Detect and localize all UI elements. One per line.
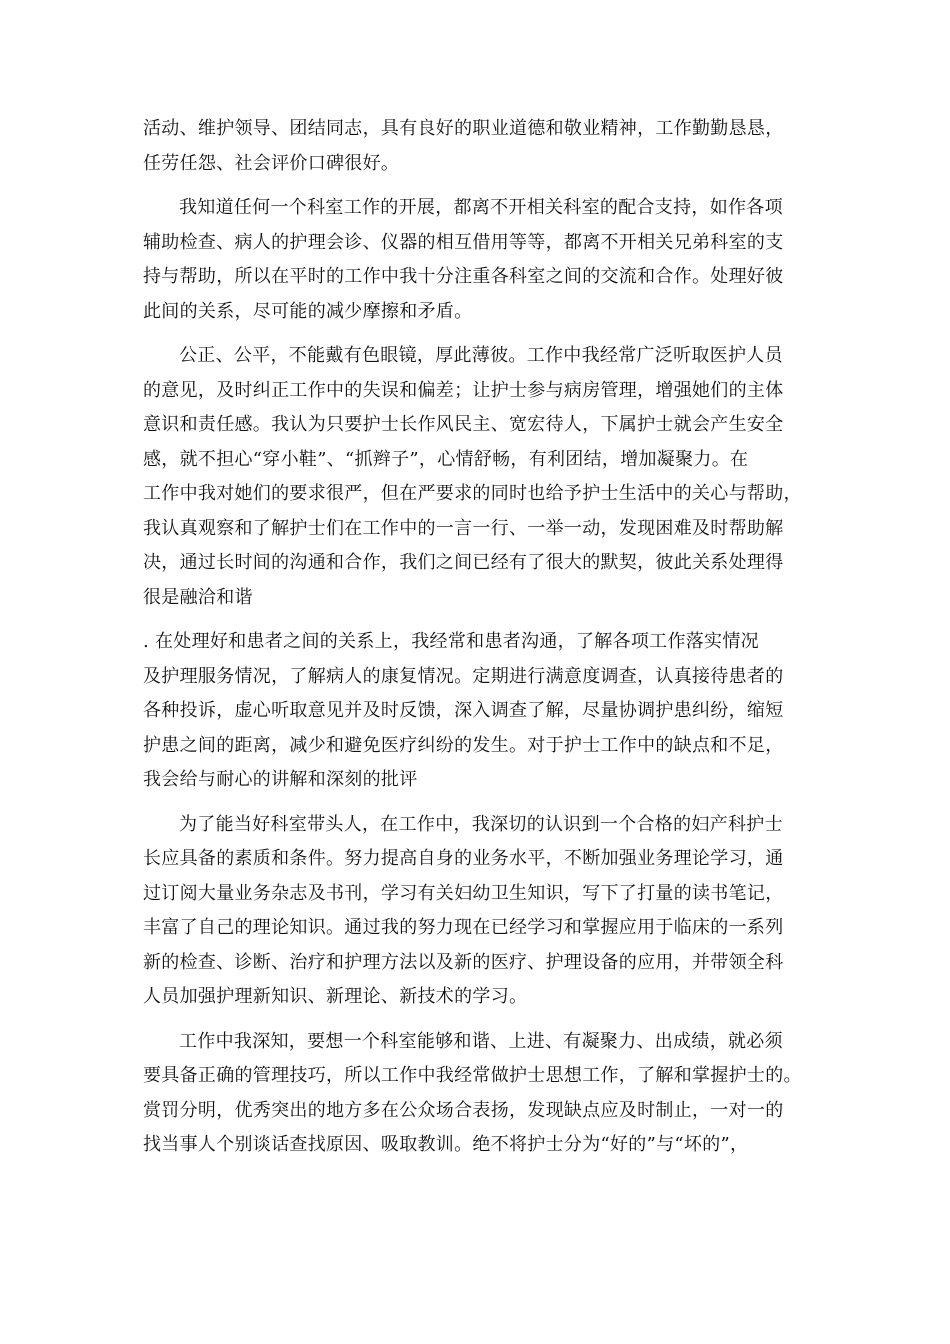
text-line: 丰富了自己的理论知识。通过我的努力现在已经学习和掌握应用于临床的一系列 [143, 917, 784, 938]
text-line: . 在处理好和患者之间的关系上，我经常和患者沟通，了解各项工作落实情况 [143, 631, 759, 652]
text-line: 意识和责任感。我认为只要护士长作风民主、宽宏待人，下属护士就会产生安全 [143, 414, 784, 435]
text-line: 我认真观察和了解护士们在工作中的一言一行、一举一动，发现困难及时帮助解 [143, 517, 784, 539]
text-line: 感，就不担心“穿小鞋”、“抓辫子”，心情舒畅，有利团结，增加凝聚力。在 [143, 448, 749, 470]
text-line: 此间的关系，尽可能的减少摩擦和矛盾。 [143, 300, 473, 322]
text-line: 我知道任何一个科室工作的开展，都离不开相关科室的配合支持，如作各项 [179, 197, 783, 218]
text-line: 为了能当好科室带头人，在工作中，我深切的认识到一个合格的妇产科护士 [179, 813, 783, 835]
text-line: 决，通过长时间的沟通和合作，我们之间已经有了很大的默契，彼此关系处理得 [143, 552, 784, 573]
text-line: 找当事人个别谈话查找原因、吸取教训。绝不将护士分为“好的”与“坏的”， [143, 1134, 749, 1155]
paragraph-5 [143, 808, 843, 1015]
text-line: 很是融洽和谐 [143, 586, 253, 608]
text-line: 活动、维护领导、团结同志，具有良好的职业道德和敬业精神，工作勤勤恳恳， [143, 118, 784, 139]
text-line: 工作中我对她们的要求很严，但在严要求的同时也给予护士生活中的关心与帮助， [143, 483, 802, 504]
paragraph-6 [143, 1025, 843, 1163]
text-line: 我会给与耐心的讲解和深刻的批评 [143, 769, 418, 790]
text-line: 任劳任怨、社会评价口碑很好。 [143, 152, 400, 174]
paragraph-4 [143, 625, 843, 798]
text-line: 各种投诉，虚心听取意见并及时反馈，深入调查了解，尽量协调护患纠纷，缩短 [143, 700, 784, 721]
text-line: 持与帮助，所以在平时的工作中我十分注重各科室之间的交流和合作。处理好彼 [143, 266, 784, 287]
text-line: 公正、公平，不能戴有色眼镜，厚此薄彼。工作中我经常广泛听取医护人员 [179, 345, 783, 366]
paragraph-2 [143, 191, 843, 329]
document-body [143, 112, 843, 1173]
text-line: 新的检查、诊断、治疗和护理方法以及新的医疗、护理设备的应用，并带领全科 [143, 951, 784, 973]
text-line: 及护理服务情况，了解病人的康复情况。定期进行满意度调查，认真接待患者的 [143, 665, 784, 687]
paragraph-1 [143, 112, 843, 181]
text-line: 赏罚分明，优秀突出的地方多在公众场合表扬，发现缺点应及时制止，一对一的 [143, 1099, 784, 1121]
text-line: 的意见，及时纠正工作中的失误和偏差；让护士参与病房管理，增强她们的主体 [143, 379, 784, 401]
paragraph-3 [143, 339, 843, 615]
text-line: 辅助检查、病人的护理会诊、仪器的相互借用等等，都离不开相关兄弟科室的支 [143, 231, 784, 253]
text-line: 要具备正确的管理技巧，所以工作中我经常做护士思想工作，了解和掌握护士的。 [143, 1065, 802, 1086]
text-line: 护患之间的距离，减少和避免医疗纠纷的发生。对于护士工作中的缺点和不足， [143, 734, 784, 756]
text-line: 长应具备的素质和条件。努力提高自身的业务水平，不断加强业务理论学习，通 [143, 848, 784, 869]
text-line: 工作中我深知，要想一个科室能够和谐、上进、有凝聚力、出成绩，就必须 [179, 1030, 783, 1052]
text-line: 过订阅大量业务杂志及书刊，学习有关妇幼卫生知识，写下了打量的读书笔记， [143, 882, 784, 904]
text-line: 人员加强护理新知识、新理论、新技术的学习。 [143, 986, 528, 1007]
